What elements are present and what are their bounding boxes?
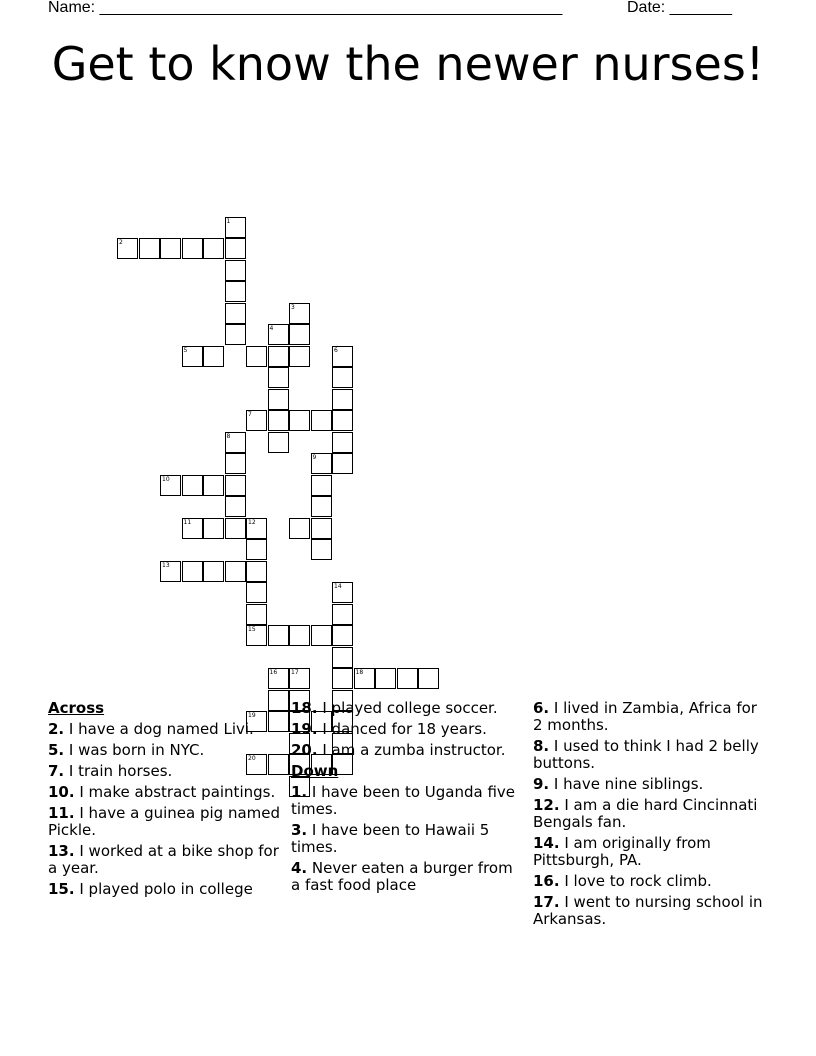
across-clue: 2. I have a dog named Livi.	[48, 720, 254, 738]
crossword-cell[interactable]	[182, 238, 203, 259]
crossword-cell[interactable]	[225, 324, 246, 345]
across-clue: 20. I am a zumba instructor.	[291, 741, 506, 759]
down-clue: 16. I love to rock climb.	[533, 872, 712, 890]
clue-column-2	[291, 700, 526, 898]
crossword-cell[interactable]	[225, 260, 246, 281]
crossword-cell[interactable]	[332, 367, 353, 388]
crossword-cell[interactable]	[203, 518, 224, 539]
across-clue: 10. I make abstract paintings.	[48, 783, 276, 801]
down-clue: 1. I have been to Uganda five times.	[291, 783, 516, 818]
crossword-cell[interactable]	[203, 561, 224, 582]
crossword-cell[interactable]	[225, 281, 246, 302]
clue-number: 13	[162, 561, 170, 569]
crossword-cell[interactable]	[332, 625, 353, 646]
crossword-cell-14[interactable]	[332, 582, 353, 603]
crossword-cell-15[interactable]	[246, 625, 267, 646]
crossword-cell[interactable]	[182, 561, 203, 582]
crossword-cell[interactable]	[268, 389, 289, 410]
clue-column-1	[48, 700, 283, 902]
clue-number: 3	[291, 303, 295, 311]
crossword-cell[interactable]	[225, 238, 246, 259]
crossword-cell[interactable]	[203, 346, 224, 367]
crossword-cell[interactable]	[268, 625, 289, 646]
clue-number: 14	[334, 583, 342, 590]
clue-column-3	[533, 700, 768, 932]
clue-number: 12	[248, 518, 256, 526]
crossword-cell-6[interactable]	[332, 346, 353, 367]
crossword-cell-8[interactable]	[225, 432, 246, 453]
crossword-cell[interactable]	[397, 668, 418, 689]
crossword-cell[interactable]	[246, 539, 267, 560]
clue-number: 20	[248, 755, 256, 762]
crossword-cell[interactable]	[225, 303, 246, 324]
clue-number: 9	[312, 454, 317, 461]
across-clue: 7. I train horses.	[48, 762, 173, 780]
across-heading: Across	[48, 699, 105, 717]
crossword-cell[interactable]	[225, 518, 246, 539]
clue-number: 19	[248, 712, 256, 719]
crossword-cell-5[interactable]	[182, 346, 203, 367]
clue-number: 7	[248, 411, 252, 418]
crossword-cell[interactable]	[289, 518, 310, 539]
crossword-cell[interactable]	[203, 475, 224, 496]
clue-number: 11	[183, 518, 192, 526]
crossword-cell-2[interactable]	[117, 238, 138, 259]
page-title: Get to know the newer nurses!	[51, 37, 765, 91]
clue-number: 6	[334, 346, 338, 354]
across-clue: 18. I played college soccer.	[291, 699, 498, 717]
crossword-cell[interactable]	[332, 389, 353, 410]
clue-number: 10	[162, 475, 170, 483]
crossword-cell[interactable]	[332, 410, 353, 431]
clue-number: 15	[248, 626, 256, 633]
crossword-cell[interactable]	[289, 324, 310, 345]
crossword-cell[interactable]	[246, 561, 267, 582]
crossword-cell[interactable]	[332, 453, 353, 474]
crossword-cell[interactable]	[268, 367, 289, 388]
crossword-cell[interactable]	[225, 496, 246, 517]
clue-number: 16	[269, 669, 278, 676]
crossword-cell[interactable]	[225, 453, 246, 474]
crossword-cell[interactable]	[332, 432, 353, 453]
clue-number: 5	[183, 346, 188, 354]
crossword-cell[interactable]	[311, 475, 332, 496]
crossword-cell-1[interactable]	[225, 217, 246, 238]
crossword-cell[interactable]	[246, 604, 267, 625]
crossword-cell-4[interactable]	[268, 324, 289, 345]
crossword-cell[interactable]	[332, 604, 353, 625]
crossword-cell[interactable]	[203, 238, 224, 259]
crossword-cell[interactable]	[311, 518, 332, 539]
crossword-cell[interactable]	[182, 475, 203, 496]
crossword-cell[interactable]	[311, 539, 332, 560]
crossword-cell-18[interactable]	[354, 668, 375, 689]
crossword-cell-11[interactable]	[182, 518, 203, 539]
down-clue: 3. I have been to Hawaii 5 times.	[291, 821, 490, 856]
date-field-label: Date: _______	[627, 0, 732, 16]
crossword-cell[interactable]	[139, 238, 160, 259]
crossword-cell[interactable]	[160, 238, 181, 259]
across-clue: 19. I danced for 18 years.	[291, 720, 487, 738]
crossword-cell[interactable]	[268, 432, 289, 453]
crossword-cell-3[interactable]	[289, 303, 310, 324]
clue-number: 17	[291, 669, 299, 676]
across-clue: 5. I was born in NYC.	[48, 741, 205, 759]
clue-number: 8	[226, 432, 231, 440]
crossword-cell[interactable]	[289, 625, 310, 646]
crossword-cell[interactable]	[332, 647, 353, 668]
crossword-cell[interactable]	[311, 625, 332, 646]
down-clue: 14. I am originally from Pittsburgh, PA.	[533, 834, 711, 869]
clue-number: 2	[119, 239, 123, 246]
crossword-cell[interactable]	[418, 668, 439, 689]
crossword-cell-16[interactable]	[268, 668, 289, 689]
crossword-cell-9[interactable]	[311, 453, 332, 474]
crossword-cell-17[interactable]	[289, 668, 310, 689]
crossword-cell[interactable]	[246, 346, 267, 367]
crossword-cell[interactable]	[225, 561, 246, 582]
clue-number: 18	[355, 669, 364, 676]
crossword-cell-12[interactable]	[246, 518, 267, 539]
crossword-cell-7[interactable]	[246, 410, 267, 431]
crossword-cell-13[interactable]	[160, 561, 181, 582]
crossword-cell[interactable]	[311, 496, 332, 517]
clue-number: 4	[269, 325, 274, 332]
across-clue: 15. I played polo in college	[48, 880, 253, 898]
down-clue: 12. I am a die hard Cincinnati Bengals fan.	[533, 796, 758, 831]
crossword-cell[interactable]	[375, 668, 396, 689]
crossword-cell[interactable]	[289, 346, 310, 367]
crossword-cell[interactable]	[311, 410, 332, 431]
crossword-cell-10[interactable]	[160, 475, 181, 496]
crossword-cell[interactable]	[268, 410, 289, 431]
down-clue: 8. I used to think I had 2 belly buttons.	[533, 737, 759, 772]
down-clue: 4. Never eaten a burger from a fast food place	[291, 859, 513, 894]
crossword-cell[interactable]	[246, 582, 267, 603]
down-clue: 9. I have nine siblings.	[533, 775, 704, 793]
across-clue: 13. I worked at a bike shop for a year.	[48, 842, 279, 877]
name-field-label: Name: ____________________________________________________	[48, 0, 563, 16]
down-clue: 17. I went to nursing school in Arkansas.	[533, 893, 763, 928]
across-clue: 11. I have a guinea pig named Pickle.	[48, 804, 281, 839]
crossword-cell[interactable]	[289, 410, 310, 431]
down-clue: 6. I lived in Zambia, Africa for 2 months.	[533, 699, 757, 734]
clue-number: 1	[226, 217, 231, 225]
down-heading: Down	[291, 762, 339, 780]
crossword-cell[interactable]	[268, 346, 289, 367]
crossword-cell[interactable]	[332, 668, 353, 689]
crossword-cell[interactable]	[225, 475, 246, 496]
